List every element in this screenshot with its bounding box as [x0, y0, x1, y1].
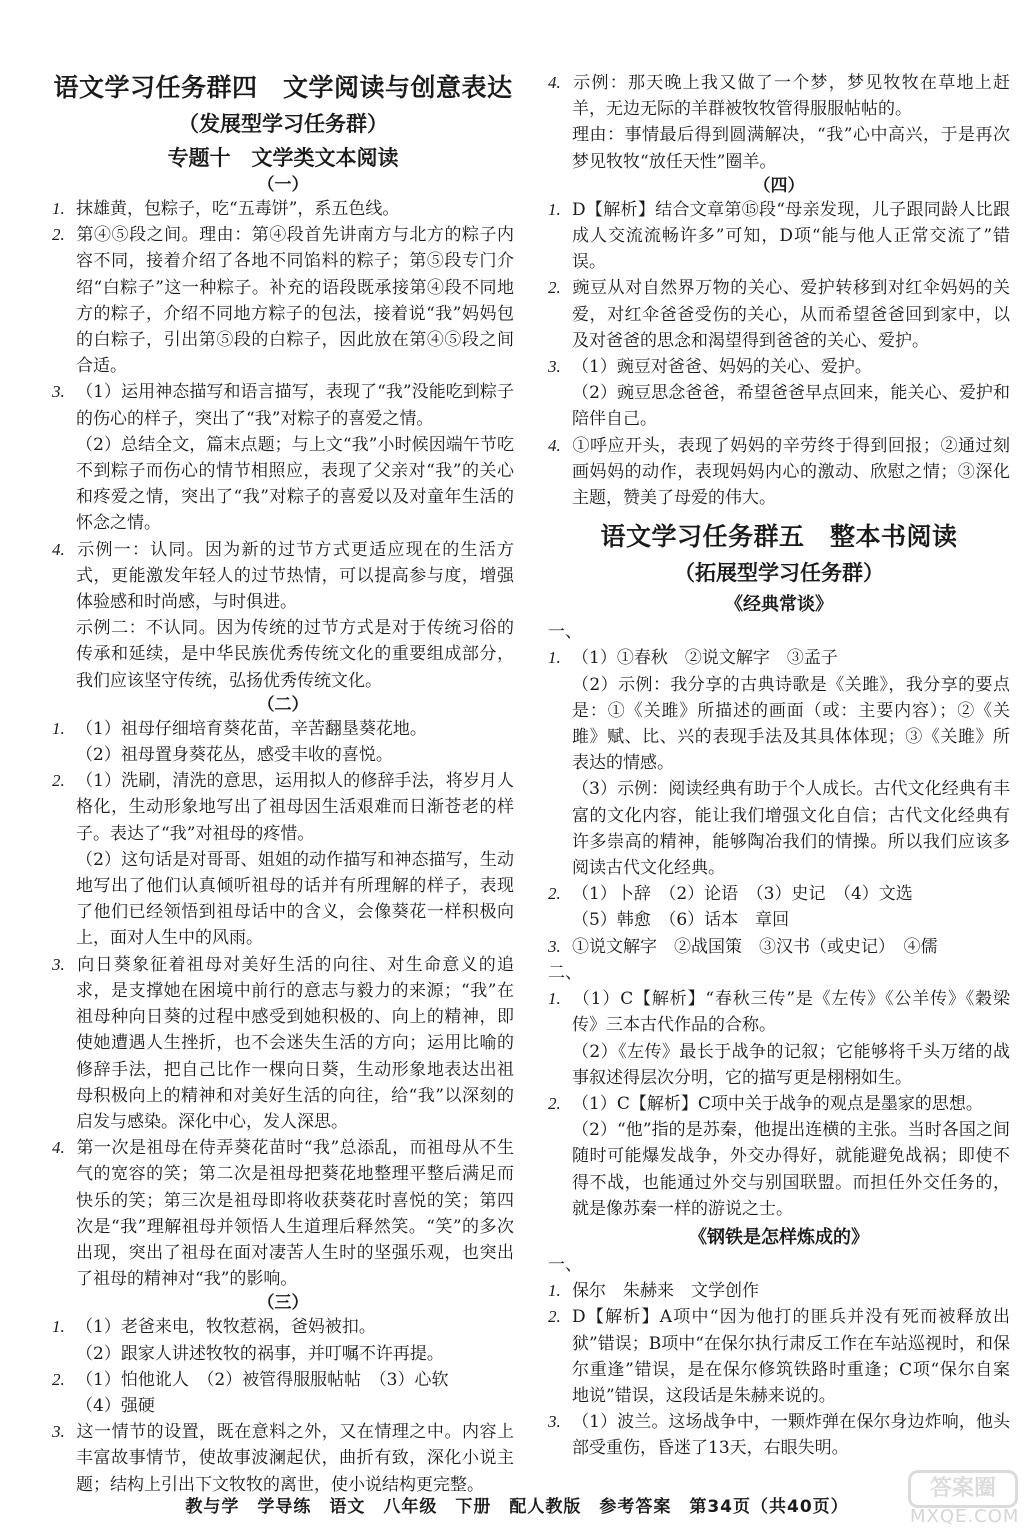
answer-item: 2. （1）怕他讹人 （2）被管得服服帖帖 （3）心软 — [52, 1367, 514, 1393]
item-number: 3. — [548, 357, 561, 377]
watermark-site: MXQE.COM — [910, 1506, 1020, 1527]
item-number: 3. — [52, 954, 65, 974]
answer-item: 1. （1）祖母仔细培育葵花苗，辛苦翻垦葵花地。 — [52, 716, 514, 742]
answer-subitem: （4）强硬 — [76, 1395, 155, 1416]
answer-item: 2. 豌豆从对自然界万物的关心、爱护转移到对红伞妈妈的关爱，对红伞爸爸受伤的关心，从而希望爸爸回到家中，以及对爸爸的思念和渴望得到爸爸的关心、爱护。 — [548, 275, 1010, 354]
section-label-1: （一） — [257, 175, 309, 195]
item-number: 1. — [52, 199, 65, 218]
task-group-4-title: 语文学习任务群四 文学阅读与创意表达 — [53, 73, 513, 102]
answer-subitem: （2）豌豆思念爸爸，希望爸爸早点回来，能关心、爱护和陪伴自己。 — [572, 383, 1010, 430]
section-label-2: （二） — [257, 694, 309, 715]
part-label: 二、 — [548, 962, 582, 983]
answer-item: 3. 这一情节的设置，既在意料之外，又在情理之中。内容上丰富故事情节，使故事波澜起伏，曲折有致，深化小说主题；结构上引出下文牧牧的离世，使小说结构更完整。 — [52, 1419, 514, 1498]
answer-item: 4. 第一次是祖母在侍弄葵花苗时“我”总添乱，而祖母从不生气的宽容的笑；第二次是祖母把葵花地整理平整后满足而快乐的笑；第三次是祖母即将收获葵花时喜悦的笑；第四次是“我”理解祖母并领悟人生道理后释然笑。“笑”的多次出现，突出了祖母在面对凄苦人生时的坚强乐观，也突出了祖母的精神对“我”的影响。 — [52, 1135, 514, 1292]
item-number: 3. — [52, 382, 65, 402]
answer-item: 1. D【解析】结合文章第⑮段“母亲发现，儿子跟同龄人比跟成人交流流畅许多”可知，D项“能与他人正常交流了”错误。 — [548, 197, 1010, 276]
item-number: 2. — [52, 771, 65, 791]
watermark-logo: 答案圈 — [908, 1470, 1018, 1508]
answer-item: 1. 抹雄黄，包粽子，吃“五毒饼”，系五色线。 — [52, 196, 514, 222]
item-number: 2. — [548, 1307, 561, 1327]
part-label: 一、 — [548, 1254, 582, 1275]
answer-item: 3. （1）运用神态描写和语言描写，表现了“我”没能吃到粽子的伤心的样子，突出了“我”对粽子的喜爱之情。 — [52, 379, 514, 431]
answer-item: 4. 示例：那天晚上我又做了一个梦，梦见牧牧在草地上赶羊，无边无际的羊群被牧牧管得服服帖帖的。 — [548, 70, 1010, 122]
item-number: 2. — [52, 1369, 65, 1389]
section-label-3: （三） — [257, 1293, 309, 1314]
book-title-classics: 《经典常谈》 — [725, 594, 833, 616]
item-number: 2. — [548, 278, 561, 298]
item-number: 4. — [52, 539, 65, 559]
answer-item: 1. 保尔 朱赫来 文学创作 — [548, 1278, 1010, 1304]
answer-subitem: （2）《左传》最长于战争的记叙；它能够将千头万绪的战事叙述得层次分明，它的描写更是栩栩如生。 — [572, 1041, 1010, 1088]
item-number: 2. — [548, 884, 561, 904]
task-group-4-subtitle: （发展型学习任务群） — [178, 112, 388, 136]
item-number: 3. — [548, 1412, 561, 1432]
answer-subitem: （2）示例：我分享的古典诗歌是《关雎》，我分享的要点是：①《关雎》所描述的画面（或：主要内容）；②《关雎》赋、比、兴的表现手法及其具体体现；③《关雎》所表达的情感。 — [572, 674, 1010, 774]
answer-subitem: 理由：事情最后得到圆满解决，“我”心中高兴，于是再次梦见牧牧“放任天性”圈羊。 — [572, 125, 1010, 172]
answer-item: 1. （1）老爸来电，牧牧惹祸，爸妈被扣。 — [52, 1314, 514, 1340]
task-group-5-subtitle: （拓展型学习任务群） — [674, 561, 884, 586]
item-number: 2. — [52, 225, 65, 245]
right-column — [548, 70, 1010, 1462]
item-number: 1. — [548, 1281, 561, 1301]
answer-subitem: （3）示例：阅读经典有助于个人成长。古代文化经典有丰富的文化内容，能让我们增强文化自信；古代文化经典有许多崇高的精神，能够陶冶我们的情操。所以我们应该多阅读古代文化经典。 — [572, 779, 1010, 879]
answer-item: 2. D【解析】A项中“因为他打的匪兵并没有死而被释放出狱”错误；B项中“在保尔执行肃反工作在车站巡视时，和保尔重逢”错误，是在保尔修筑铁路时重逢；C项“保尔自案地说”错误，这段话是朱赫来说的。 — [548, 1304, 1010, 1409]
answer-subitem: （2）总结全文，篇末点题；与上文“我”小时候因端午节吃不到粽子而伤心的情节相照应，表现了父亲对“我”的关心和疼爱之情，突出了“我”对粽子的喜爱以及对童年生活的怀念之情。 — [76, 434, 514, 534]
answer-subitem: （2）这句话是对哥哥、姐姐的动作描写和神态描写，生动地写出了他们认真倾听祖母的话并有所理解的样子，表现了他们已经领悟到祖母话中的含义，会像葵花一样积极向上，面对人生中的风雨。 — [76, 849, 514, 949]
item-number: 1. — [548, 199, 561, 219]
item-number: 3. — [52, 1422, 65, 1442]
answer-subitem: （2）“他”指的是苏秦，他提出连横的主张。当时各国之间随时可能爆发战争，外交办得好，就能避免战祸；即使不得不战，也能通过外交与别国联盟。而担任外交任务的，就是像苏秦一样的游说之士。 — [572, 1120, 1010, 1219]
item-number: 1. — [548, 989, 561, 1009]
answer-item: 2. （1）C【解析】C项中关于战争的观点是墨家的思想。 — [548, 1091, 1010, 1117]
answer-item: 1. （1）C【解析】“春秋三传”是《左传》《公羊传》《穀梁传》三本古代作品的合称。 — [548, 986, 1010, 1038]
answer-subitem: （2）祖母置身葵花丛，感受丰收的喜悦。 — [76, 745, 393, 766]
task-group-5-title: 语文学习任务群五 整本书阅读 — [600, 522, 958, 552]
answer-item: 3. （1）豌豆对爸爸、妈妈的关心、爱护。 — [548, 354, 1010, 380]
part-label: 一、 — [548, 622, 582, 643]
watermark — [900, 1470, 1030, 1530]
answer-subitem: （2）跟家人讲述牧牧的祸事，并叮嘱不许再提。 — [76, 1343, 444, 1364]
answer-subitem: 示例二：不认同。因为传统的过节方式是对于传统习俗的传承和延续，是中华民族优秀传统文化的重要组成部分，我们应该坚守传统，弘扬优秀传统文化。 — [76, 618, 514, 691]
section-label-4: （四） — [753, 175, 805, 196]
answer-item: 3. 向日葵象征着祖母对美好生活的向往、对生命意义的追求，是支撑她在困境中前行的意志与毅力的来源；“我”在祖母种向日葵的过程中感受到她积极的、向上的精神，即使她遭遇人生挫折，也不会迷失生活的方向；运用比喻的修辞手法，把自己比作一棵向日葵，生动形象地表达出祖母积极向上的精神和对美好生活的向往，给“我”以深刻的启发与感染。深化中心，发人深思。 — [52, 952, 514, 1135]
left-column — [52, 70, 514, 1498]
answer-item: 4. 示例一：认同。因为新的过节方式更适应现在的生活方式，更能激发年轻人的过节热情，可以提高参与度，增强体验感和时尚感，与时俱进。 — [52, 537, 514, 616]
item-number: 3. — [548, 936, 561, 956]
topic-10-title: 专题十 文学类文本阅读 — [167, 146, 399, 170]
answer-item: 3. ①说文解字 ②战国策 ③汉书（或史记） ④儒 — [548, 934, 1010, 960]
answer-item: 3. （1）波兰。这场战争中，一颗炸弹在保尔身边炸响，他头部受重伤，昏迷了13天，右眼失明。 — [548, 1409, 1010, 1461]
item-number: 1. — [548, 648, 561, 668]
item-number: 2. — [548, 1093, 561, 1113]
answer-subitem: （5）韩愈 （6）话本 章回 — [572, 910, 790, 931]
item-number: 4. — [548, 435, 561, 455]
answer-item: 2. 第④⑤段之间。理由：第④段首先讲南方与北方的粽子内容不同，接着介绍了各地不同馅料的粽子；第⑤段专门介绍“白粽子”这一种粽子。补充的语段既承接第④段不同地方的粽子，介绍不同地方粽子的包法，接着说“我”妈妈包的白粽子，引出第⑤段的白粽子，因此放在第④⑤段之间合适。 — [52, 222, 514, 379]
item-number: 4. — [52, 1138, 65, 1158]
answer-item: 4. ①呼应开头，表现了妈妈的辛劳终于得到回报；②通过刻画妈妈的动作，表现妈妈内心的激动、欣慰之情；③深化主题，赞美了母爱的伟大。 — [548, 433, 1010, 512]
answer-item: 2. （1）洗刷，清洗的意思，运用拟人的修辞手法，将岁月人格化，生动形象地写出了祖母因生活艰难而日渐苍老的样子。表达了“我”对祖母的疼惜。 — [52, 768, 514, 847]
answer-item: 2. （1）卜辞 （2）论语 （3）史记 （4）文选 — [548, 881, 1010, 907]
book-title-steel: 《钢铁是怎样炼成的》 — [689, 1226, 869, 1248]
page-footer: 教与学 学导练 语文 八年级 下册 配人教版 参考答案 第34页（共40页） — [185, 1497, 849, 1517]
item-number: 1. — [52, 1317, 65, 1337]
answer-item: 1. （1）①春秋 ②说文解字 ③孟子 — [548, 645, 1010, 671]
item-number: 4. — [548, 73, 561, 92]
item-number: 1. — [52, 718, 65, 738]
